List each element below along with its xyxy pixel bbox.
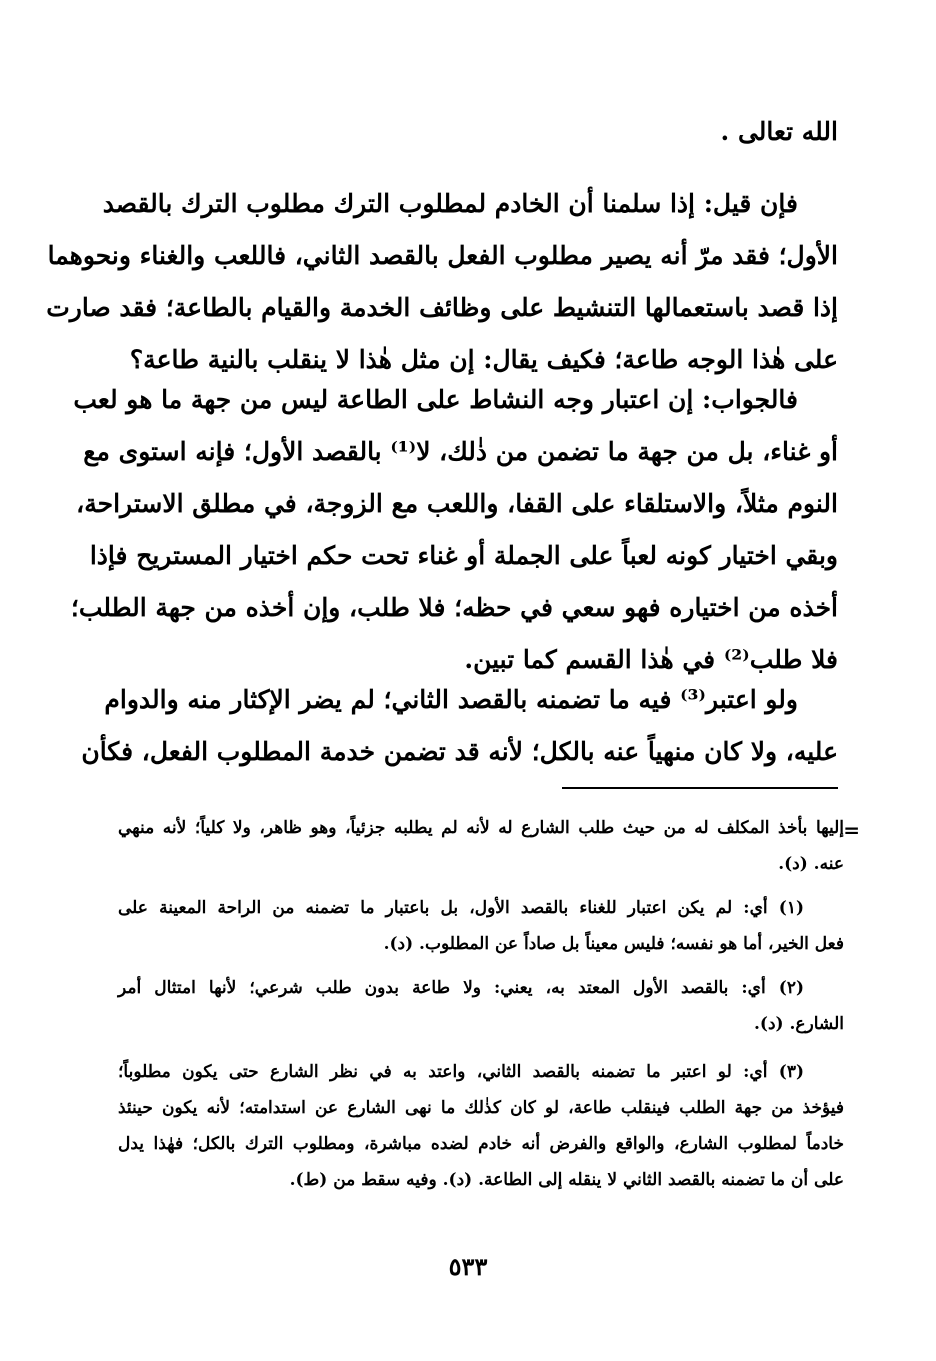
opening-line (118, 106, 838, 158)
text-line: إذا قصد باستعمالها التنشيط على وظائف الخدمة والقيام بالطاعة؛ فقد صارت (46, 293, 838, 322)
text-line: الأول؛ فقد مرّ أنه يصير مطلوب الفعل بالقصد الثاني، فاللعب والغناء ونحوهما (47, 241, 838, 270)
footnote-line: على أن ما تضمنه بالقصد الثاني لا ينقله إلى الطاعة. (د). وفيه سقط من (ط). (289, 1170, 844, 1190)
footnote-line: خادماً لمطلوب الشارع، والواقع والفرض أنه خادم لضده مباشرة، ومطلوب الترك بالكل؛ فهٰذا يدل (118, 1134, 844, 1154)
continuation-mark: = (843, 818, 860, 842)
footnote-line: عنه. (د). (778, 854, 844, 874)
text-line: أخذه من اختياره فهو سعي في حظه؛ فلا طلب، وإن أخذه من جهة الطلب؛ (70, 593, 838, 622)
footnote-continued (118, 810, 844, 882)
footnote-divider (562, 787, 838, 789)
footnote-2 (118, 970, 844, 1042)
paragraph-question (46, 178, 838, 386)
footnote-line: الشارع. (د). (753, 1014, 844, 1034)
text-line: النوم مثلاً، والاستلقاء على القفا، واللعب مع الزوجة، في مطلق الاستراحة، (76, 489, 838, 518)
footnote-line: فعل الخير، أما هو نفسه؛ فليس معيناً بل صاداً عن المطلوب. (د). (383, 934, 844, 954)
text-line: على هٰذا الوجه طاعة؛ فكيف يقال: إن مثل هٰذا لا ينقلب بالنية طاعة؟ (129, 345, 838, 374)
text-line: فالجواب: إن اعتبار وجه النشاط على الطاعة ليس من جهة ما هو لعب (73, 385, 798, 414)
footnote-line: (٣) أي: لو اعتبر ما تضمنه بالقصد الثاني، واعتد به في نظر الشارع حتى يكون مطلوباً؛ (118, 1062, 804, 1082)
footnote-3 (118, 1054, 844, 1198)
footnote-line: (١) أي: لم يكن اعتبار للغناء بالقصد الأول، بل باعتبار ما تضمنه من الراحة المعينة على (118, 898, 804, 918)
page-number: ٥٣٣ (448, 1252, 488, 1281)
footnote-line: إليها بأخذ المكلف له من حيث طلب الشارع له لأنه لم يطلبه جزئياً، وهو ظاهر، ولا كلياً؛ لأنه منهي (118, 818, 844, 838)
text-line: وبقي اختيار كونه لعباً على الجملة أو غناء تحت حكم اختيار المستريح فإذا (89, 541, 838, 570)
footnote-line: (٢) أي: بالقصد الأول المعتد به، يعني: ولا طاعة بدون طلب شرعي؛ لأنها امتثال أمر (118, 978, 804, 998)
text-line: الله تعالى . (720, 117, 838, 146)
paragraph-answer (70, 374, 838, 686)
text-line: فإن قيل: إذا سلمنا أن الخادم لمطلوب الترك مطلوب الترك بالقصد (102, 189, 798, 218)
paragraph-continuation (81, 674, 838, 778)
text-line: فلا طلب⁽²⁾ في هٰذا القسم كما تبين. (464, 645, 838, 674)
footnote-line: فيؤخذ من جهة الطلب فينقلب طاعة، لو كان كذٰلك ما نهى الشارع عن استدامته؛ لأنه يكون حينئذ (118, 1098, 844, 1118)
footnote-1 (118, 890, 844, 962)
text-line: عليه، ولا كان منهياً عنه بالكل؛ لأنه قد تضمن خدمة المطلوب الفعل، فكأن (81, 737, 838, 766)
text-line: أو غناء، بل من جهة ما تضمن من ذٰلك، لا⁽¹⁾ بالقصد الأول؛ فإنه استوى مع (83, 437, 838, 466)
text-line: ولو اعتبر⁽³⁾ فيه ما تضمنه بالقصد الثاني؛ لم يضر الإكثار منه والدوام (104, 685, 798, 714)
